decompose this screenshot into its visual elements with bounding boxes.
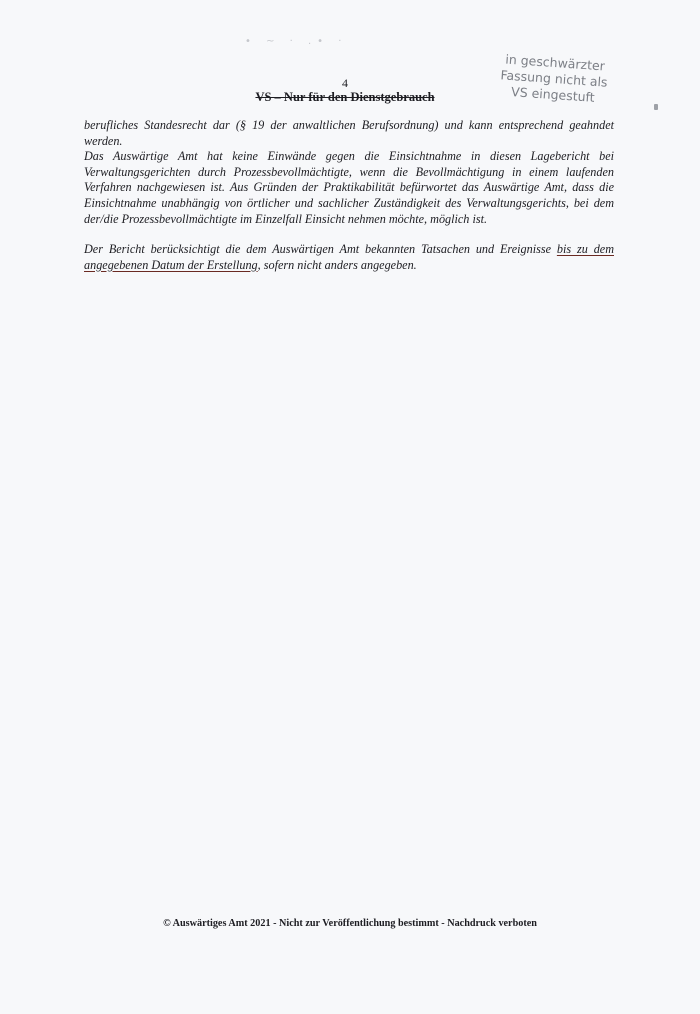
- classification-header: VS – Nur für den Dienstgebrauch: [255, 90, 435, 104]
- stamp-line-1: in geschwärzter: [504, 51, 606, 74]
- paragraph-professional-law: berufliches Standesrecht dar (§ 19 der anwaltlichen Berufsordnung) und kann entsprechend geahndet werden.: [84, 118, 614, 148]
- body-text: [84, 118, 614, 273]
- report-scope-text: Der Bericht berücksichtigt die dem Auswärtigen Amt bekannten Tatsachen und Ereignisse: [84, 242, 557, 257]
- copyright-footer: © Auswärtiges Amt 2021 - Nicht zur Veröffentlichung bestimmt - Nachdruck verboten: [163, 918, 537, 929]
- report-scope-underlined: bis zu dem angegebenen Datum der Erstellung: [84, 242, 614, 272]
- report-scope-text-end: , sofern nicht anders angegeben.: [257, 257, 417, 272]
- paragraph-inspection-consent: Das Auswärtige Amt hat keine Einwände gegen die Einsichtnahme in diesen Lagebericht bei Verwaltungsgerichten durch Prozessbevollmächtigte, wenn die Bevollmächtigung in einem laufenden Verfahren nachgewiesen ist. Aus Gründen der Praktikabilität befürwortet das Auswärtige Amt, dass die Einsichtnahme unabhängig von örtlicher und sachlicher Zuständigkeit des Verwaltungsgerichts, bei dem der/die Prozessbevollmächtigte im Einzelfall Einsicht nehmen möchte, möglich ist.: [84, 149, 614, 226]
- scan-edge-mark: [654, 104, 658, 110]
- stamp-line-2: Fassung nicht als: [500, 67, 609, 90]
- paragraph-report-scope: [84, 242, 614, 273]
- declassification-stamp: [482, 50, 625, 108]
- stamp-line-3: VS eingestuft: [510, 84, 596, 105]
- scan-smudge: • ~ · .• ·: [245, 36, 348, 47]
- page-number: 4: [342, 76, 348, 90]
